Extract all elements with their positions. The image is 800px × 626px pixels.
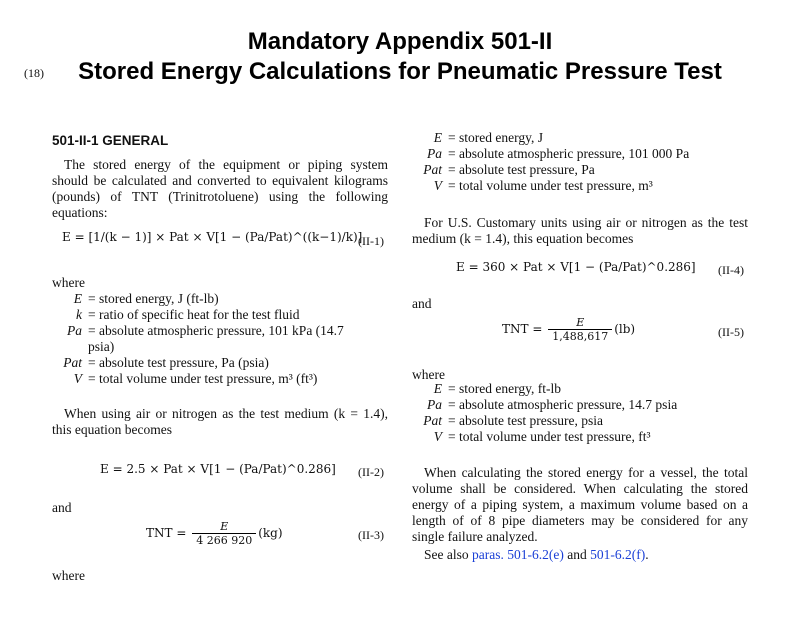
see-also-and: and <box>567 547 587 562</box>
eq3-numerator: E <box>192 520 256 534</box>
variable-definition: = absolute test pressure, Pa (psia) <box>88 355 269 370</box>
variable-row <box>412 130 689 146</box>
and-label-1: and <box>52 500 72 515</box>
air-medium-paragraph: When using air or nitrogen as the test medium (k = 1.4), this equation becomes <box>52 406 388 437</box>
see-also-line <box>424 547 649 563</box>
variable-symbol: E <box>73 291 82 306</box>
variable-symbol: V <box>73 371 82 386</box>
variable-symbol: Pa <box>427 146 442 161</box>
and-label-2: and <box>412 296 432 311</box>
equation-number-ii-5: (II-5) <box>718 325 744 339</box>
variable-row <box>412 381 677 397</box>
equation-number-ii-1: (II-1) <box>358 234 384 248</box>
variable-row <box>52 371 344 387</box>
equation-ii-3 <box>146 520 283 547</box>
variable-symbol: Pa <box>427 397 442 412</box>
eq3-lhs: TNT = <box>146 526 187 540</box>
appendix-title: Mandatory Appendix 501-II <box>247 28 553 55</box>
variable-row <box>52 339 344 355</box>
section-heading: 501-II-1 GENERAL <box>52 133 169 148</box>
variable-row <box>412 413 677 429</box>
variable-definition: = stored energy, J <box>448 130 543 145</box>
variable-symbol: E <box>433 130 442 145</box>
variable-list-3 <box>412 381 677 445</box>
variable-symbol: V <box>433 178 442 193</box>
see-also-end: . <box>645 547 649 562</box>
where-label-2: where <box>52 568 85 583</box>
equation-number-ii-3: (II-3) <box>358 528 384 542</box>
equation-ii-2: E = 2.5 × Pat × V[1 − (Pa/Pat)^0.286] <box>100 462 336 476</box>
variable-definition: = total volume under test pressure, m³ <box>448 178 653 193</box>
eq3-unit: (kg) <box>258 526 283 540</box>
variable-definition: = stored energy, ft-lb <box>448 381 561 396</box>
variable-definition: psia) <box>88 339 115 354</box>
equation-ii-5 <box>502 316 635 343</box>
appendix-subtitle: Stored Energy Calculations for Pneumatic Pressure Test <box>78 58 722 85</box>
variable-symbol: k <box>76 307 82 322</box>
equation-ii-4: E = 360 × Pat × V[1 − (Pa/Pat)^0.286] <box>456 260 696 274</box>
variable-definition: = stored energy, J (ft-lb) <box>88 291 219 306</box>
link-para-501-6-2f[interactable]: 501-6.2(f) <box>590 547 646 562</box>
variable-definition: = total volume under test pressure, m³ (ft³) <box>88 371 318 386</box>
variable-definition: = ratio of specific heat for the test fluid <box>88 307 300 322</box>
variable-row <box>412 162 689 178</box>
variable-definition: = absolute test pressure, Pa <box>448 162 595 177</box>
variable-row <box>412 178 689 194</box>
variable-row <box>412 429 677 445</box>
eq5-fraction <box>548 316 612 343</box>
link-para-501-6-2e[interactable]: paras. 501-6.2(e) <box>472 547 564 562</box>
eq5-lhs: TNT = <box>502 322 543 336</box>
variable-symbol: Pat <box>63 355 82 370</box>
variable-definition: = absolute atmospheric pressure, 101 kPa (14.7 <box>88 323 344 338</box>
variable-definition: = absolute test pressure, psia <box>448 413 603 428</box>
variable-row <box>52 307 344 323</box>
variable-definition: = absolute atmospheric pressure, 14.7 psia <box>448 397 678 412</box>
vessel-paragraph: When calculating the stored energy for a vessel, the total volume shall be considered. When calculating the stored energy of a piping system, a maximum volume based on a length of of 8 pipe diameters may be considered for any single failure analyzed. <box>412 465 748 544</box>
see-also-prefix: See also <box>424 547 469 562</box>
variable-list-1 <box>52 291 344 387</box>
intro-paragraph: The stored energy of the equipment or piping system should be calculated and converted to equivalent kilograms (pounds) of TNT (Trinitrotoluene) using the following equations: <box>52 157 388 220</box>
variable-definition: = total volume under test pressure, ft³ <box>448 429 651 444</box>
variable-symbol: Pat <box>423 162 442 177</box>
eq5-numerator: E <box>548 316 612 330</box>
variable-symbol: E <box>433 381 442 396</box>
us-customary-paragraph: For U.S. Customary units using air or nitrogen as the test medium (k = 1.4), this equation becomes <box>412 215 748 246</box>
equation-number-ii-4: (II-4) <box>718 263 744 277</box>
variable-symbol: V <box>433 429 442 444</box>
where-label-1: where <box>52 275 85 290</box>
equation-ii-1: E = [1/(k − 1)] × Pat × V[1 − (Pa/Pat)^((k−1)/k)] <box>62 230 363 244</box>
variable-row <box>52 291 344 307</box>
revision-year-tag: (18) <box>24 66 44 80</box>
variable-list-2 <box>412 130 689 194</box>
variable-definition: = absolute atmospheric pressure, 101 000 Pa <box>448 146 690 161</box>
eq5-denominator: 1,488,617 <box>552 330 609 343</box>
equation-number-ii-2: (II-2) <box>358 465 384 479</box>
variable-row <box>412 397 677 413</box>
eq5-unit: (lb) <box>614 322 636 336</box>
where-label-3: where <box>412 367 445 382</box>
eq3-denominator: 4 266 920 <box>196 534 253 547</box>
eq3-fraction <box>192 520 256 547</box>
variable-row <box>52 323 344 339</box>
variable-row <box>412 146 689 162</box>
variable-symbol: Pat <box>423 413 442 428</box>
variable-row <box>52 355 344 371</box>
variable-symbol: Pa <box>67 323 82 338</box>
